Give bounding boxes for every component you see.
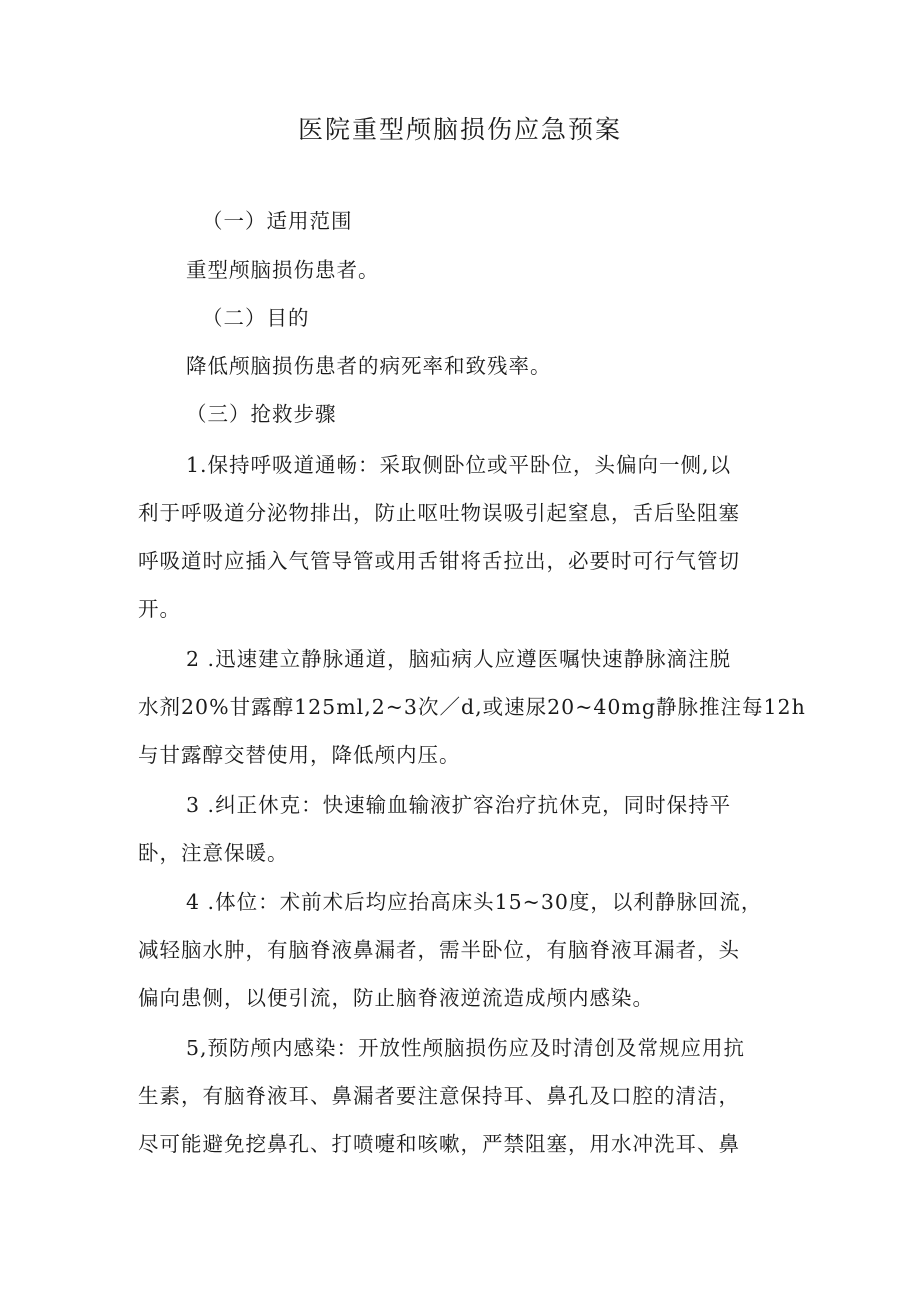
paragraph-line: 水剂20%甘露醇125ml,2~3次／d,或速尿20~40mg静脉推注每12h <box>138 695 806 719</box>
paragraph-line: 尽可能避免挖鼻孔、打喷嚏和咳嗽，严禁阻塞，用水冲洗耳、鼻 <box>138 1132 740 1156</box>
paragraph-line: 呼吸道时应插入气管导管或用舌钳将舌拉出，必要时可行气管切 <box>138 549 740 573</box>
section-heading-rescue-steps: （三）抢救步骤 <box>186 402 337 426</box>
paragraph-line: 降低颅脑损伤患者的病死率和致残率。 <box>186 354 552 378</box>
paragraph-line: 偏向患侧，以便引流，防止脑脊液逆流造成颅内感染。 <box>138 986 654 1010</box>
paragraph-line: 3 .纠正休克：快速输血输液扩容治疗抗休克，同时保持平 <box>186 793 732 817</box>
paragraph-line: 5,预防颅内感染：开放性颅脑损伤应及时清创及常规应用抗 <box>186 1036 746 1060</box>
paragraph-line: 生素，有脑脊液耳、鼻漏者要注意保持耳、鼻孔及口腔的清洁， <box>138 1084 740 1108</box>
paragraph-line: 与甘露醇交替使用，降低颅内压。 <box>138 743 461 767</box>
paragraph-line: 开。 <box>138 597 181 621</box>
section-heading-purpose: （二）目的 <box>202 306 310 330</box>
paragraph-line: 4 .体位：术前术后均应抬高床头15~30度，以利静脉回流， <box>186 890 763 914</box>
paragraph-line: 卧，注意保暖。 <box>138 841 289 865</box>
paragraph-line: 重型颅脑损伤患者。 <box>186 258 380 282</box>
paragraph-line: 减轻脑水肿，有脑脊液鼻漏者，需半卧位，有脑脊液耳漏者，头 <box>138 938 740 962</box>
document-title: 医院重型颅脑损伤应急预案 <box>297 115 622 144</box>
paragraph-line: 利于呼吸道分泌物排出，防止呕吐物误吸引起窒息，舌后坠阻塞 <box>138 501 740 525</box>
paragraph-line: 2 .迅速建立静脉通道，脑疝病人应遵医嘱快速静脉滴注脱 <box>186 647 732 671</box>
paragraph-line: 1.保持呼吸道通畅：采取侧卧位或平卧位，头偏向一侧,以 <box>186 453 732 477</box>
section-heading-scope: （一）适用范围 <box>202 209 353 233</box>
